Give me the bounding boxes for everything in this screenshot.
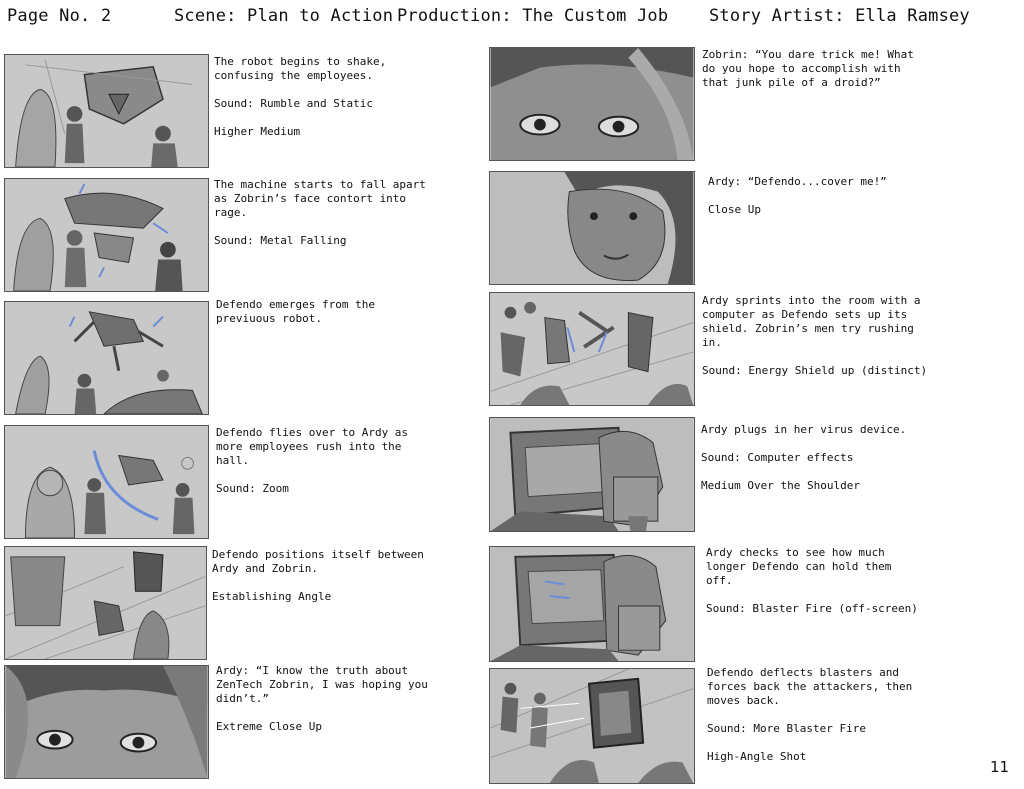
- ardy-sprints-sketch: [490, 293, 694, 405]
- storyboard-panel-4: [4, 425, 209, 539]
- defendo-emerges-sketch: [5, 302, 208, 414]
- machine-falling-apart-sketch: [5, 179, 208, 291]
- ardy-closeup-sketch: [490, 172, 694, 284]
- panel-4-note: Defendo flies over to Ardy as more employees rush into the hall. Sound: Zoom: [216, 426, 409, 495]
- panel-5-note: Defendo positions itself between Ardy and Zobrin. Establishing Angle: [212, 548, 424, 603]
- page-number: 11: [990, 758, 1010, 776]
- panel-7-note: Zobrin: “You dare trick me! What do you hope to accomplish with that junk pile of a droid?”: [702, 48, 914, 89]
- storyboard-panel-8: [489, 171, 695, 285]
- ardy-checks-computer-sketch: [490, 547, 694, 661]
- page-label: Page No. 2: [7, 6, 112, 26]
- scene-label: Scene: Plan to Action: [174, 6, 394, 26]
- storyboard-panel-10: [489, 417, 695, 532]
- defendo-flies-sketch: [5, 426, 208, 538]
- artist-label: Story Artist: Ella Ramsey: [709, 6, 970, 26]
- panel-2-note: The machine starts to fall apart as Zobrin’s face contort into rage. Sound: Metal Falling: [214, 178, 426, 247]
- storyboard-panel-9: [489, 292, 695, 406]
- panel-12-note: Defendo deflects blasters and forces back the attackers, then moves back. Sound: More Blaster Fire High-Angle Shot: [707, 666, 913, 763]
- zobrin-eyes-closeup-sketch: [490, 48, 694, 160]
- page-header: [0, 0, 1024, 34]
- panel-10-note: Ardy plugs in her virus device. Sound: Computer effects Medium Over the Shoulder: [701, 423, 907, 492]
- storyboard-panel-7: [489, 47, 695, 161]
- defendo-deflects-sketch: [490, 669, 694, 783]
- defendo-positions-sketch: [5, 547, 206, 659]
- panel-11-note: Ardy checks to see how much longer Defendo can hold them off. Sound: Blaster Fire (off-screen): [706, 546, 918, 615]
- ardy-eyes-closeup-sketch: [5, 666, 208, 778]
- storyboard-panel-5: [4, 546, 207, 660]
- robot-shaking-sketch: [5, 55, 208, 167]
- storyboard-panel-6: [4, 665, 209, 779]
- panel-1-note: The robot begins to shake, confusing the employees. Sound: Rumble and Static Higher Medium: [214, 55, 387, 138]
- panel-8-note: Ardy: “Defendo...cover me!” Close Up: [708, 175, 887, 216]
- storyboard-panel-2: [4, 178, 209, 292]
- panel-3-note: Defendo emerges from the previuous robot.: [216, 298, 375, 325]
- storyboard-panel-11: [489, 546, 695, 662]
- panel-6-note: Ardy: “I know the truth about ZenTech Zobrin, I was hoping you didn’t.” Extreme Close Up: [216, 664, 428, 733]
- storyboard-panel-1: [4, 54, 209, 168]
- storyboard-panel-3: [4, 301, 209, 415]
- production-label: Production: The Custom Job: [397, 6, 669, 26]
- storyboard-panel-12: [489, 668, 695, 784]
- ardy-plugs-virus-sketch: [490, 418, 694, 531]
- panel-9-note: Ardy sprints into the room with a computer as Defendo sets up its shield. Zobrin’s men try rushing in. Sound: Energy Shield up (distinct): [702, 294, 928, 377]
